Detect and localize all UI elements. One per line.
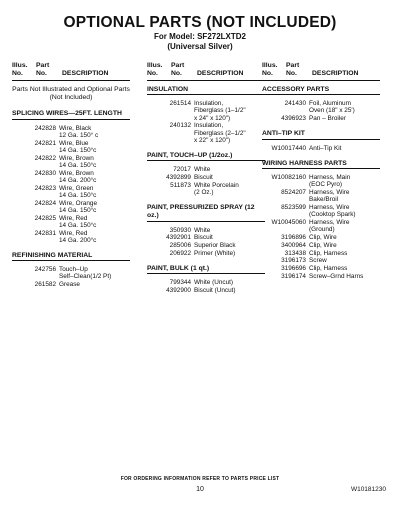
parts-column-1 (12, 62, 130, 289)
part-description: Pan – Broiler (309, 115, 346, 123)
part-description: Wire, Red 14 Ga. 200°c (59, 229, 97, 244)
part-description: Wire, Orange 14 Ga. 150°c (59, 199, 98, 214)
part-number: 3400964 (281, 241, 306, 249)
part-number: 242830 (34, 169, 56, 177)
part-description: Biscuit (Uncut) (194, 287, 236, 295)
part-number: W10045060 (271, 219, 306, 227)
list-antitip (262, 145, 380, 152)
list-splicing (12, 125, 130, 244)
header-rule (147, 80, 265, 81)
part-number: 4396923 (281, 115, 306, 123)
list-touchup (147, 166, 265, 196)
part-description: Grease (59, 281, 80, 289)
part-number: 206922 (169, 250, 191, 258)
section-title-harness: WIRING HARNESS PARTS (262, 160, 380, 169)
part-number: 3196173 (281, 257, 306, 265)
part-row (262, 273, 380, 280)
description-header: DESCRIPTION (312, 70, 359, 77)
header-rule (12, 80, 130, 81)
document-number: W10181230 (350, 486, 386, 493)
part-number: 4392900 (166, 287, 191, 295)
part-description: White (Uncut) (194, 279, 234, 287)
part-row (262, 234, 380, 241)
part-description: Wire, Blue 14 Ga. 150°c (59, 139, 97, 154)
part-description: Harness, Wire (Ground) (309, 219, 350, 234)
part-row (147, 287, 265, 294)
part-description: Touch–Up Self–Clean(1/2 Pt) (59, 266, 112, 281)
part-number: W10017440 (271, 144, 306, 152)
part-row (147, 234, 265, 241)
part-description: White (194, 166, 211, 174)
part-number: 4392899 (166, 174, 191, 182)
part-row (262, 115, 380, 122)
part-number: 242828 (34, 124, 56, 132)
part-row (12, 185, 130, 199)
description-header: DESCRIPTION (197, 70, 244, 77)
part-number: W10082160 (271, 174, 306, 182)
part-number: 241430 (284, 100, 306, 108)
part-description: Wire, Brown 14 Ga. 200°c (59, 169, 97, 184)
part-row (262, 265, 380, 272)
part-number: 261514 (169, 100, 191, 108)
section-title-refinishing: REFINISHING MATERIAL (12, 252, 130, 261)
part-row (147, 250, 265, 257)
part-row (147, 227, 265, 234)
model-line: For Model: SF272LXTD2 (153, 32, 246, 41)
part-number: 242825 (34, 214, 56, 222)
part-row (12, 215, 130, 229)
part-row (147, 122, 265, 144)
part-description: Wire, Green 14 Ga. 150°c (59, 184, 97, 199)
part-description: Harness, Wire (Cooktop Spark) (309, 204, 356, 219)
part-description: Biscuit (194, 234, 213, 242)
header-rule (262, 80, 380, 81)
section-title-accessory: ACCESSORY PARTS (262, 86, 380, 95)
ordering-footer: FOR ORDERING INFORMATION REFER TO PARTS PRICE LIST (120, 476, 280, 482)
part-row (147, 166, 265, 173)
description-header: DESCRIPTION (62, 70, 109, 77)
list-insulation (147, 100, 265, 144)
part-number: 242824 (34, 199, 56, 207)
not-illustrated-note: Parts Not Illustrated and Optional Parts (Not Included) (12, 86, 130, 102)
illus-no-header: Illus. No. (262, 62, 278, 77)
part-number: 72017 (173, 166, 191, 174)
part-number: 799344 (169, 279, 191, 287)
part-description: Wire, Black 12 Ga. 150° c (59, 124, 99, 139)
part-description: Biscuit (194, 174, 213, 182)
part-number: 261582 (34, 281, 56, 289)
list-bulk (147, 279, 265, 294)
list-refinishing (12, 266, 130, 288)
parts-column-3 (262, 62, 380, 281)
part-number: 313438 (284, 249, 306, 257)
part-number: 285006 (169, 242, 191, 250)
part-description: Screw (309, 257, 327, 265)
section-title-bulk: PAINT, BULK (1 qt.) (147, 265, 265, 274)
part-row (262, 100, 380, 114)
page-title: OPTIONAL PARTS (NOT INCLUDED) (63, 14, 337, 31)
part-row (262, 219, 380, 233)
section-title-antitip: ANTI–TIP KIT (262, 130, 380, 139)
part-number: 242756 (34, 266, 56, 274)
part-row (12, 200, 130, 214)
part-number: 242821 (34, 139, 56, 147)
part-row (12, 281, 130, 288)
part-row (147, 279, 265, 286)
part-description: Wire, Brown 14 Ga. 150°c (59, 154, 97, 169)
part-row (12, 140, 130, 154)
column-header (12, 62, 130, 78)
part-description: Primer (White) (194, 250, 236, 258)
part-row (262, 189, 380, 203)
section-title-splicing: SPLICING WIRES—25FT. LENGTH (12, 110, 130, 119)
part-row (262, 204, 380, 218)
part-row (12, 266, 130, 280)
list-spray (147, 227, 265, 258)
parts-column-2 (147, 62, 265, 295)
part-row (262, 242, 380, 249)
part-description: Insulation, Fiberglass (2–1/2" x 22" x 120") (194, 122, 246, 144)
part-number: 3196696 (281, 265, 306, 273)
part-no-header: Part No. (171, 62, 185, 77)
part-number: 242822 (34, 154, 56, 162)
part-no-header: Part No. (286, 62, 300, 77)
part-row (12, 170, 130, 184)
section-title-touchup: PAINT, TOUCH–UP (1/2oz.) (147, 152, 265, 161)
part-row (147, 100, 265, 122)
part-number: 8523599 (281, 204, 306, 212)
part-description: Screw–Grnd Harns (309, 273, 364, 280)
part-description: White (194, 226, 211, 234)
part-number: 242823 (34, 184, 56, 192)
part-description: Harness, Wire Bake/Broil (309, 189, 350, 204)
part-description: Clip, Wire (309, 241, 337, 249)
part-row (262, 250, 380, 257)
part-number: 4392901 (166, 234, 191, 242)
part-number: 242831 (34, 229, 56, 237)
part-description: Wire, Red 14 Ga. 150°c (59, 214, 97, 229)
illus-no-header: Illus. No. (12, 62, 28, 77)
part-no-header: Part No. (36, 62, 50, 77)
part-row (12, 155, 130, 169)
part-description: Harness, Main (EOC Pyro) (309, 174, 351, 189)
list-harness (262, 174, 380, 280)
part-description: White Porcelain (2 Oz.) (194, 181, 239, 197)
part-number: 3196896 (281, 234, 306, 242)
part-row (262, 145, 380, 152)
illus-no-header: Illus. No. (147, 62, 163, 77)
part-row (262, 257, 380, 264)
part-row (147, 242, 265, 249)
part-description: Foil, Aluminum Oven (18" x 25') (309, 100, 355, 115)
part-description: Clip, Wire (309, 234, 337, 242)
part-description: Superior Black (194, 242, 236, 250)
part-row (12, 230, 130, 244)
section-title-spray: PAINT, PRESSURIZED SPRAY (12 oz.) (147, 204, 265, 221)
model-info (0, 32, 400, 52)
part-number: 3196174 (281, 273, 306, 280)
column-header (262, 62, 380, 78)
section-title-insulation: INSULATION (147, 86, 265, 95)
part-description: Anti–Tip Kit (309, 144, 342, 152)
part-description: Clip, Harness (309, 265, 348, 273)
column-header (147, 62, 265, 78)
part-number: 350930 (169, 226, 191, 234)
part-row (147, 182, 265, 196)
part-number: 8524207 (281, 189, 306, 197)
part-row (12, 125, 130, 139)
part-number: 240132 (169, 122, 191, 130)
part-row (262, 174, 380, 188)
page-number: 10 (196, 486, 204, 493)
part-description: Insulation, Fiberglass (1–1/2" x 24" x 120") (194, 100, 246, 122)
part-description: Clip, Harness (309, 249, 348, 257)
list-accessory (262, 100, 380, 122)
part-number: 511873 (170, 181, 191, 189)
model-variant: (Universal Silver) (167, 42, 233, 51)
part-row (147, 174, 265, 181)
